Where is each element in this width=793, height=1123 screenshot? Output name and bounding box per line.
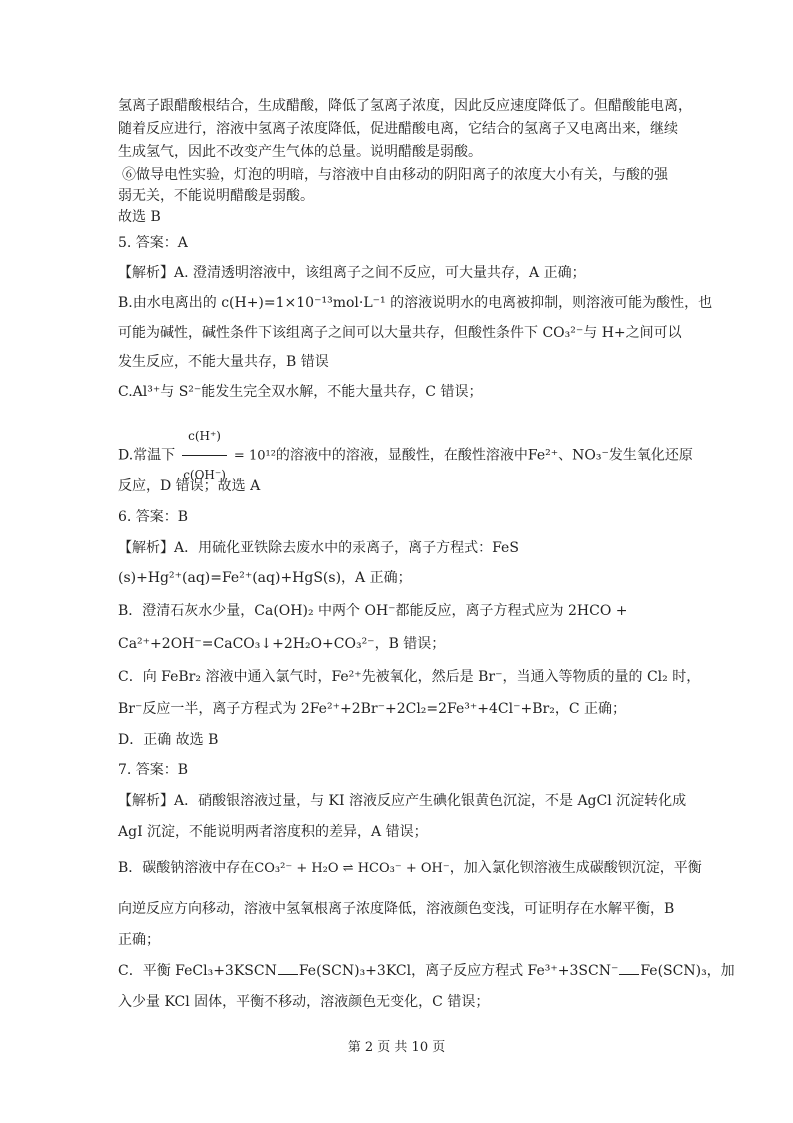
- text-fragment: Fe(SCN)₃，加: [640, 963, 735, 979]
- answer-heading: 5. 答案：A: [118, 235, 188, 251]
- text-line: D．正确 故选 B: [118, 732, 219, 748]
- text-line: 可能为碱性，碱性条件下该组离子之间可以大量共存，但酸性条件下 CO₃²⁻与 H+之间可以: [118, 325, 682, 341]
- text-line: 氢离子跟醋酸根结合，生成醋酸，降低了氢离子浓度，因此反应速度降低了。但醋酸能电离，: [118, 98, 692, 114]
- page-footer: 第 2 页 共 10 页: [347, 1040, 446, 1055]
- text-line: 故选 B: [118, 209, 161, 225]
- text-line: C.Al³⁺与 S²⁻能发生完全双水解，不能大量共存，C 错误；: [118, 384, 483, 400]
- text-line: 随着反应进行，溶液中氢离子浓度降低，促进醋酸电离，它结合的氢离子又电离出来，继续: [118, 121, 678, 137]
- text-fragment: B．碳酸钠溶液中存在: [118, 860, 255, 876]
- text-line: 正确；: [118, 932, 160, 948]
- ion-fe: Fe²⁺: [527, 447, 559, 464]
- text-line: B.由水电离出的 c(H+)=1×10⁻¹³mol·L⁻¹ 的溶液说明水的电离被抑制，则溶液可能为酸性，也: [118, 295, 713, 311]
- fraction-denominator: c(OH⁻): [183, 468, 226, 482]
- text-fragment: 的溶液中的溶液，显酸性，在酸性溶液中: [275, 447, 528, 464]
- text-line: Ca²⁺+2OH⁻=CaCO₃↓+2H₂O+CO₃²⁻，B 错误；: [118, 636, 446, 652]
- text-line: 【解析】A．硝酸银溶液过量，与 KI 溶液反应产生碘化银黄色沉淀，不是 AgCl 沉淀转化成: [118, 793, 687, 809]
- text-line: 入少量 KCl 固体，平衡不移动，溶液颜色无变化，C 错误；: [118, 994, 490, 1010]
- text-line: B．澄清石灰水少量，Ca(OH)₂ 中两个 OH⁻都能反应，离子方程式应为 2HCO +: [118, 603, 628, 619]
- ion-no3: NO₃⁻: [572, 447, 609, 464]
- text-line: 弱无关，不能说明醋酸是弱酸。: [118, 188, 314, 204]
- text-line: ⑥做导电性实验，灯泡的明暗，与溶液中自由移动的阴阳离子的浓度大小有关，与酸的强: [122, 167, 668, 183]
- text-line: AgI 沉淀，不能说明两者溶度积的差异，A 错误；: [118, 824, 428, 840]
- text-line: 生成氢气，因此不改变产生气体的总量。说明醋酸是弱酸。: [118, 144, 482, 160]
- fraction-numerator: c(H⁺): [182, 418, 227, 456]
- text-fragment: Fe(SCN)₃+3KCl，离子反应方程式 Fe³⁺+3SCN⁻: [298, 963, 619, 979]
- text-fragment: ，加入氯化钡溶液生成碳酸钡沉淀，平衡: [449, 860, 702, 876]
- q7-option-b: [118, 858, 702, 879]
- equilibrium-blank: [278, 962, 298, 975]
- text-fragment: 、: [558, 447, 573, 464]
- text-line: 【解析】A．用硫化亚铁除去废水中的汞离子，离子方程式：FeS: [118, 540, 519, 556]
- text-fragment: C．平衡 FeCl₃+3KSCN: [118, 963, 277, 979]
- text-line: (s)+Hg²⁺(aq)=Fe²⁺(aq)+HgS(s)，A 正确；: [118, 570, 412, 586]
- q7-option-c: [118, 961, 735, 981]
- text-line: 【解析】A. 澄清透明溶液中，该组离子之间不反应，可大量共存，A 正确；: [118, 265, 586, 281]
- hydrolysis-equation: CO₃²⁻ + H₂O ⇌ HCO₃⁻ + OH⁻: [254, 861, 450, 876]
- answer-heading: 7. 答案：B: [118, 762, 189, 778]
- text-line: 发生反应，不能大量共存，B 错误: [118, 354, 329, 370]
- text-line: 向逆反应方向移动，溶液中氢氧根离子浓度降低，溶液颜色变浅，可证明存在水解平衡，B: [118, 901, 675, 917]
- text-line: 反应，D 错误；故选 A: [118, 478, 261, 494]
- text-line: C．向 FeBr₂ 溶液中通入氯气时，Fe²⁺先被氧化，然后是 Br⁻，当通入等物质的量的 Cl₂ 时，: [118, 669, 701, 685]
- text-fragment: 发生氧化还原: [608, 447, 693, 464]
- text-fragment: D.常温下: [118, 447, 176, 464]
- equilibrium-blank: [619, 962, 639, 975]
- equals-value: = 10¹²: [233, 448, 276, 464]
- answer-heading: 6. 答案：B: [118, 509, 189, 525]
- text-line: Br⁻反应一半，离子方程式为 2Fe²⁺+2Br⁻+2Cl₂=2Fe³⁺+4Cl⁻+Br₂，C 正确；: [118, 701, 626, 717]
